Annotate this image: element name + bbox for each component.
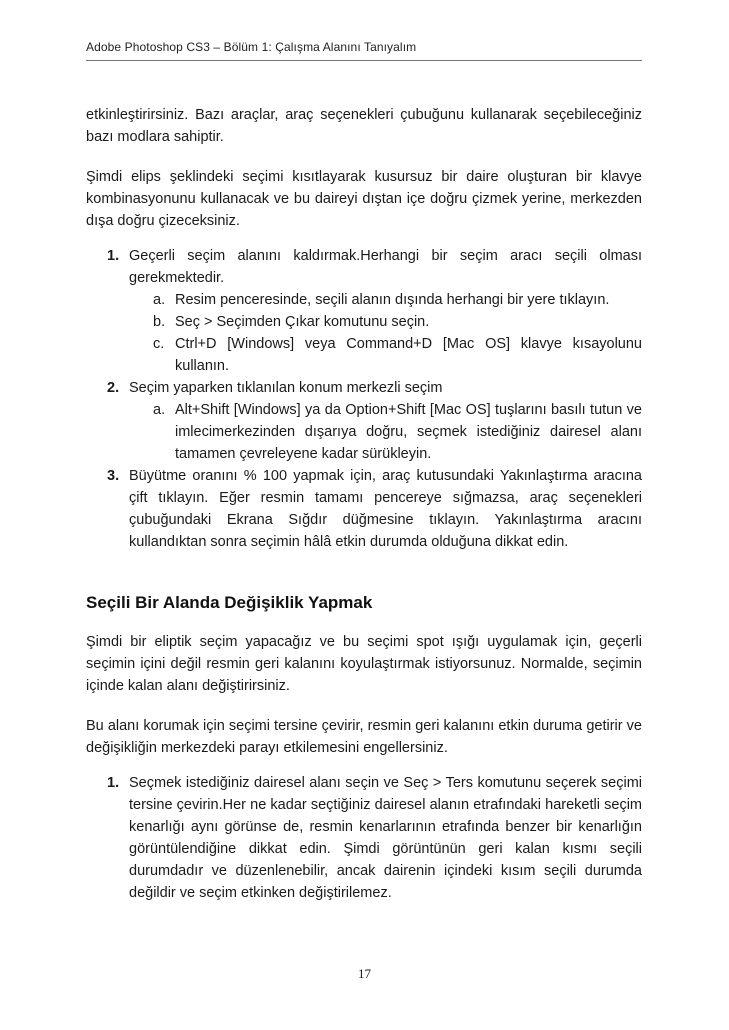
sub-list-item-text: Ctrl+D [Windows] veya Command+D [Mac OS] klavye kısayolunu kullanın.: [175, 336, 642, 374]
list-item-text: Geçerli seçim alanını kaldırmak.Herhangi bir seçim aracı seçili olması gerekmektedir.: [129, 248, 642, 286]
list-item: [86, 377, 642, 465]
sub-list-item: [129, 333, 642, 377]
list-letter: a.: [153, 292, 166, 308]
sub-list-item: [129, 289, 642, 311]
list-item-text: Büyütme oranını % 100 yapmak için, araç kutusundaki Yakınlaştırma aracına çift tıklayın. Eğer resmin tamamı pencereye sığmazsa, araç seçenekleri çubuğundaki Ekrana Sığdır düğmesine tıklayın. Yakınlaştırma aracını kullandıktan sonra seçimin hâlâ etkin durumda olduğuna dikkat edin.: [129, 468, 642, 550]
running-header: Adobe Photoshop CS3 – Bölüm 1: Çalışma Alanını Tanıyalım: [86, 40, 642, 61]
list-item: [86, 465, 642, 553]
sub-list-item: [129, 399, 642, 465]
list-item-text: Seçmek istediğiniz dairesel alanı seçin ve Seç > Ters komutunu seçerek seçimi tersine çevirin.Her ne kadar seçtiğiniz dairesel alanın etrafındaki hareketli seçim kenarlığı aynı görünse de, resmin kenarlarının etrafında benzer bir kenarlığın görüntülendiğine dikkat edin. Şimdi görüntünün geri kalan kısmı seçili durumdadır ve düzenlenebilir, ancak dairenin içindeki kısım seçili durumda değildir ve seçim etkinken değiştirilemez.: [129, 775, 642, 901]
sub-list-item-text: Resim penceresinde, seçili alanın dışında herhangi bir yere tıklayın.: [175, 292, 610, 308]
lettered-list: [129, 399, 642, 465]
list-number: 3.: [107, 468, 120, 484]
paragraph: Şimdi bir eliptik seçim yapacağız ve bu seçimi spot ışığı uygulamak için, geçerli seçimin içini değil resmin geri kalanını koyulaştırmak istiyorsunuz. Normalde, seçimin içinde kalan alanı değiştirirsiniz.: [86, 634, 642, 694]
list-item: [86, 772, 642, 904]
numbered-list: [86, 772, 642, 904]
paragraph: etkinleştirirsiniz. Bazı araçlar, araç seçenekleri çubuğunu kullanarak seçebileceğiniz bazı modlara sahiptir.: [86, 107, 642, 145]
list-letter: a.: [153, 402, 166, 418]
sub-list-item-text: Seç > Seçimden Çıkar komutunu seçin.: [175, 314, 430, 330]
list-number: 1.: [107, 248, 120, 264]
list-letter: c.: [153, 336, 165, 352]
section-heading: Seçili Bir Alanda Değişiklik Yapmak: [86, 593, 373, 612]
sub-list-item-text: Alt+Shift [Windows] ya da Option+Shift [Mac OS] tuşlarını basılı tutun ve imlecimerkezinden dışarıya doğru, seçmek istediğiniz dairesel alanı tamamen çevreleyene kadar sürükleyin.: [175, 402, 642, 462]
lettered-list: [129, 289, 642, 377]
sub-list-item: [129, 311, 642, 333]
page-body: [86, 104, 642, 904]
list-letter: b.: [153, 314, 166, 330]
list-number: 2.: [107, 380, 120, 396]
paragraph: Şimdi elips şeklindeki seçimi kısıtlayarak kusursuz bir daire oluşturan bir klavye kombinasyonunu kullanacak ve bu daireyi dıştan içe doğru çizmek yerine, merkezden dışa doğru çizeceksiniz.: [86, 169, 642, 229]
paragraph: Bu alanı korumak için seçimi tersine çevirir, resmin geri kalanını etkin duruma getirir ve değişikliğin merkezdeki parayı etkilemesini engellersiniz.: [86, 718, 642, 756]
list-item-text: Seçim yaparken tıklanılan konum merkezli seçim: [129, 380, 443, 396]
page-number: 17: [358, 966, 371, 981]
list-item: [86, 245, 642, 377]
list-number: 1.: [107, 775, 120, 791]
numbered-list: [86, 245, 642, 553]
